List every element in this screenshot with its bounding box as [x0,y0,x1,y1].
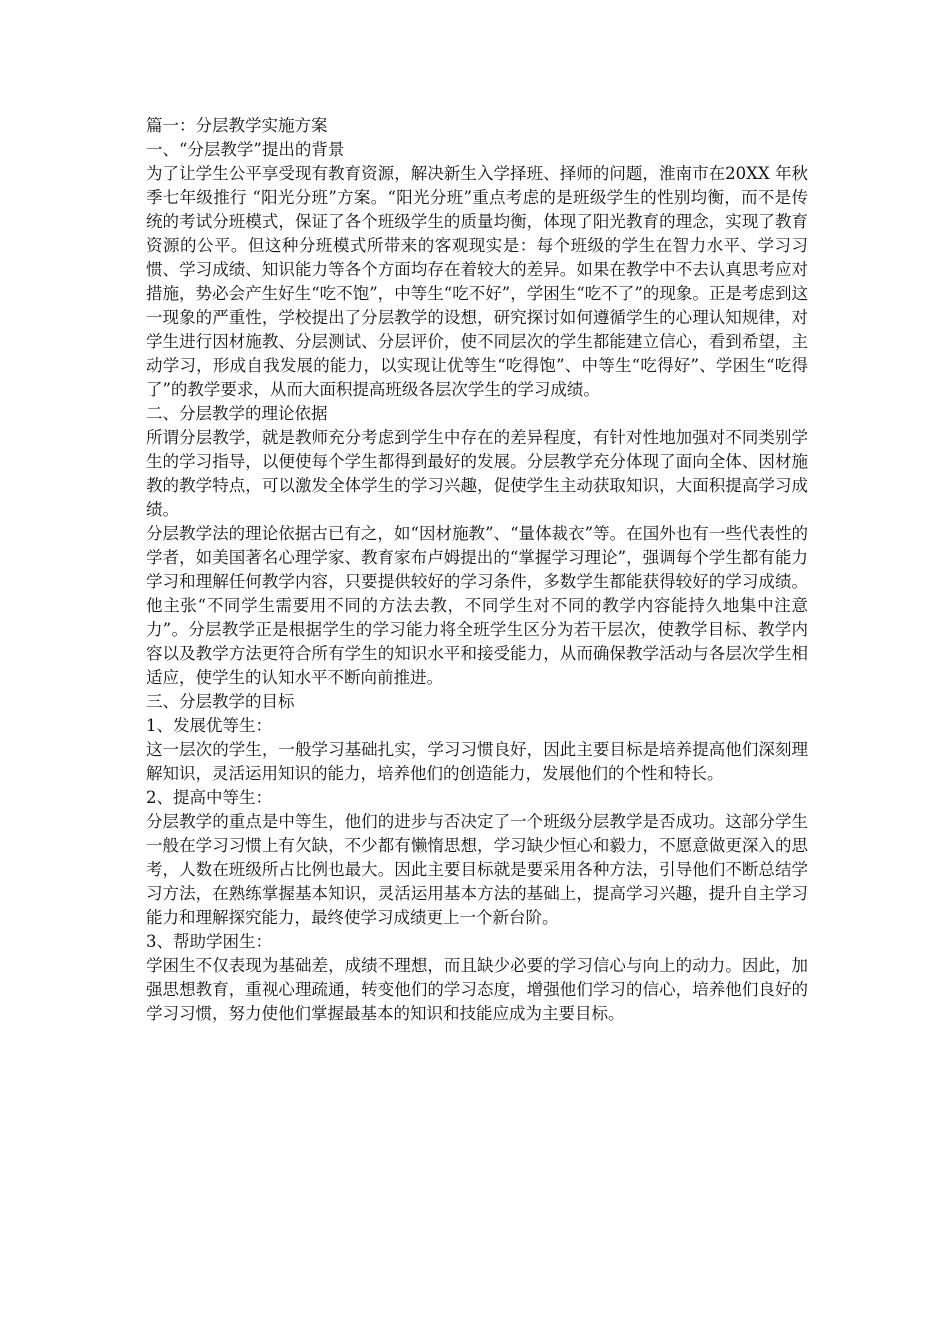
section-heading-background: 一、“分层教学”提出的背景 [146,140,345,159]
paragraph-middle-students: 分层教学的重点是中等生，他们的进步与否决定了一个班级分层教学是否成功。这部分学生一般在学习习惯上有欠缺，不少都有懒惰思想，学习缺少恒心和毅力，不愿意做更深入的思考，人数在班级所占比例也最大。因此主要目标就是要采用各种方法，引导他们不断总结学习方法，在熟练掌握基本知识，灵活运用基本方法的基础上，提高学习兴趣，提升自主学习能力和理解探究能力，最终使学习成绩更上一个新台阶。 [146,812,808,927]
paragraph-background: 为了让学生公平享受现有教育资源，解决新生入学择班、择师的问题，淮南市在20XX 年秋季七年级推行 “阳光分班”方案。“阳光分班”重点考虑的是班级学生的性别均衡，而不是传统的考试分班模式，保证了各个班级学生的质量均衡，体现了阳光教育的理念，实现了教育资源的公平。但这种分班模式所带来的客观现实是：每个班级的学生在智力水平、学习习惯、学习成绩、知识能力等各个方面均存在着较大的差异。如果在教学中不去认真思考应对措施，势必会产生好生“吃不饱”，中等生“吃不好”，学困生“吃不了”的现象。正是考虑到这一现象的严重性，学校提出了分层教学的设想，研究探讨如何遵循学生的心理认知规律，对学生进行因材施教、分层测试、分层评价，使不同层次的学生都能建立信心，看到希望，主动学习，形成自我发展的能力，以实现让优等生“吃得饱”、中等生“吃得好”、学困生“吃得了”的教学要求，从而大面积提高班级各层次学生的学习成绩。 [146,164,808,399]
paragraph-top-students: 这一层次的学生，一般学习基础扎实，学习习惯良好，因此主要目标是培养提高他们深刻理解知识，灵活运用知识的能力，培养他们的创造能力，发展他们的个性和特长。 [146,740,808,783]
subheading-struggling-students: 3、帮助学困生： [146,932,272,951]
subheading-top-students: 1、发展优等生： [146,716,272,735]
section-heading-goals: 三、分层教学的目标 [146,692,295,711]
document-body [146,114,808,1026]
paragraph-theory-definition: 所谓分层教学，就是教师充分考虑到学生中存在的差异程度，有针对性地加强对不同类别学生的学习指导，以便使每个学生都得到最好的发展。分层教学充分体现了面向全体、因材施教的教学特点，可以激发全体学生的学习兴趣，促使学生主动获取知识，大面积提高学习成绩。 [146,428,808,519]
paragraph-struggling-students: 学困生不仅表现为基础差，成绩不理想，而且缺少必要的学习信心与向上的动力。因此，加强思想教育，重视心理疏通，转变他们的学习态度，增强他们学习的信心，培养他们良好的学习习惯，努力使他们掌握最基本的知识和技能应成为主要目标。 [146,956,808,1023]
paragraph-theory-basis: 分层教学法的理论依据古已有之，如“因材施教”、“量体裁衣”等。在国外也有一些代表性的学者，如美国著名心理学家、教育家布卢姆提出的“掌握学习理论”，强调每个学生都有能力学习和理解任何教学内容，只要提供较好的学习条件，多数学生都能获得较好的学习成绩。他主张“不同学生需要用不同的方法去教，不同学生对不同的教学内容能持久地集中注意力”。分层教学正是根据学生的学习能力将全班学生区分为若干层次，使教学目标、教学内容以及教学方法更符合所有学生的知识水平和接受能力，从而确保教学活动与各层次学生相适应，使学生的认知水平不断向前推进。 [146,524,808,687]
document-title: 篇一：分层教学实施方案 [146,116,328,135]
subheading-middle-students: 2、提高中等生： [146,788,272,807]
section-heading-theory: 二、分层教学的理论依据 [146,404,328,423]
